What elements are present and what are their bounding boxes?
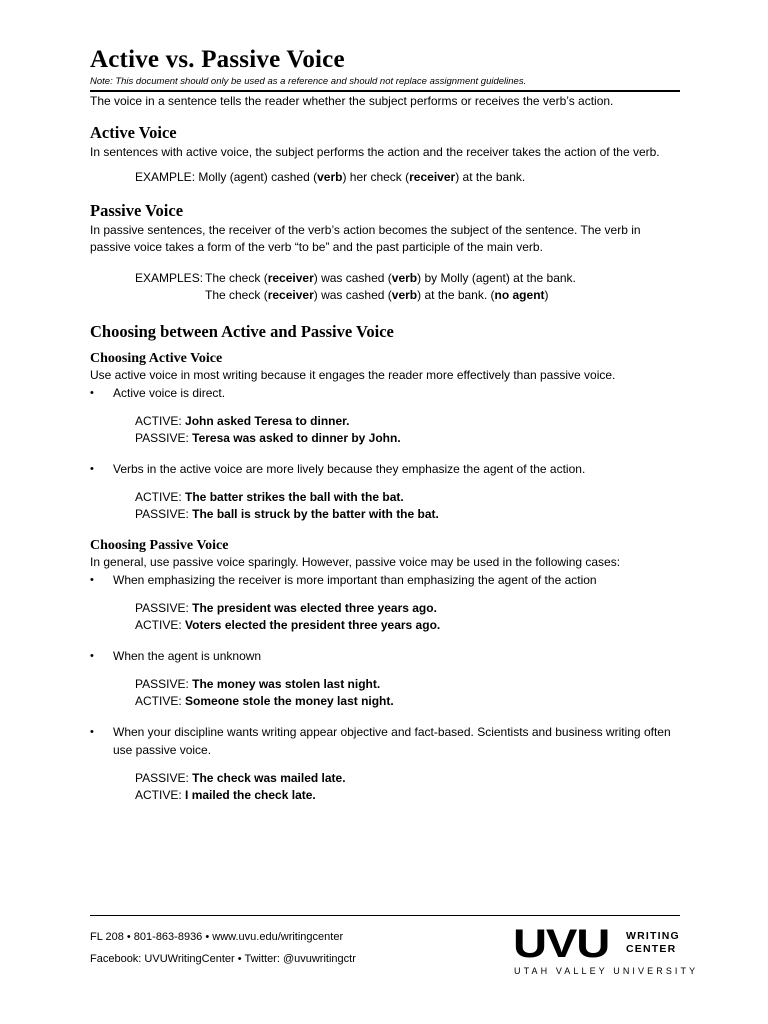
passive-sentence: The president was elected three years ago.	[188, 600, 437, 615]
list-item	[90, 384, 680, 402]
passive-label: PASSIVE:	[135, 676, 189, 691]
bullet-icon: •	[90, 649, 94, 662]
footer-divider	[90, 915, 680, 916]
logo-wordmark-line2: CENTER	[626, 943, 677, 955]
active-label: ACTIVE:	[135, 489, 182, 504]
choosing-active-heading: Choosing Active Voice	[90, 350, 223, 366]
bullet-icon: •	[90, 386, 94, 399]
active-sentence: John asked Teresa to dinner.	[181, 413, 350, 428]
passive-example-1: The check (receiver) was cashed (verb) by Molly (agent) at the bank.	[205, 270, 576, 285]
bullet-icon: •	[90, 462, 94, 475]
active-voice-example	[90, 169, 680, 187]
uvu-writing-center-logo	[513, 922, 699, 981]
list-item	[90, 460, 680, 478]
example-text: ) at the bank.	[455, 170, 526, 184]
list-item	[90, 647, 680, 665]
passive-voice-examples	[90, 270, 680, 305]
logo-wordmark-line1: WRITING	[626, 930, 680, 942]
active-label: ACTIVE:	[135, 413, 182, 428]
examples-label: EXAMPLES:	[135, 270, 204, 285]
logo-letters: UVU	[513, 922, 610, 966]
bullet-icon: •	[90, 725, 94, 738]
example-text: Molly (	[195, 170, 234, 184]
list-item	[90, 571, 680, 589]
example-label: EXAMPLE:	[135, 170, 196, 184]
example-role-bold: verb	[317, 170, 343, 184]
choosing-active-description: Use active voice in most writing because it engages the reader more effectively than passive voice.	[90, 367, 616, 382]
bullet-text: Verbs in the active voice are more lively because they emphasize the agent of the action.	[113, 461, 586, 476]
passive-sentence: Teresa was asked to dinner by John.	[188, 431, 401, 445]
passive-label: PASSIVE:	[135, 770, 189, 785]
active-sentence: I mailed the check late.	[181, 788, 316, 802]
title-divider	[90, 90, 680, 92]
active-sentence: The batter strikes the ball with the bat.	[181, 489, 404, 504]
passive-sentence: The check was mailed late.	[188, 770, 346, 785]
footer-social-line: Facebook: UVUWritingCenter • Twitter: @uvuwritingctr	[90, 953, 356, 965]
footer-contact-line: FL 208 • 801-863-8936 • www.uvu.edu/writingcenter	[90, 931, 344, 943]
active-sentence: Voters elected the president three years ago.	[181, 618, 441, 632]
example-role: agent	[233, 170, 264, 184]
bullet-text: When the agent is unknown	[113, 648, 262, 663]
list-item	[90, 723, 680, 759]
choosing-passive-heading: Choosing Passive Voice	[90, 537, 229, 553]
example-pair	[90, 489, 680, 524]
bullet-text: When your discipline wants writing appear objective and fact-based. Scientists and business writing often use passive voice.	[113, 724, 671, 757]
bullet-text: Active voice is direct.	[113, 385, 226, 400]
example-pair	[90, 770, 680, 805]
active-label: ACTIVE:	[135, 788, 182, 802]
passive-example-2: The check (receiver) was cashed (verb) at the bank. (no agent)	[205, 288, 549, 302]
logo-subtitle: UTAH VALLEY UNIVERSITY	[514, 966, 699, 976]
disclaimer-note: Note: This document should only be used as a reference and should not replace assignment guidelines.	[90, 76, 527, 87]
passive-voice-description: In passive sentences, the receiver of the verb’s action becomes the subject of the sentence. The verb in passive voice takes a form of the verb “to be” and the past participle of the main verb.	[90, 222, 641, 254]
choosing-passive-description: In general, use passive voice sparingly. However, passive voice may be used in the following cases:	[90, 554, 621, 569]
page-title: Active vs. Passive Voice	[90, 46, 345, 73]
example-pair	[90, 600, 680, 635]
intro-paragraph: The voice in a sentence tells the reader whether the subject performs or receives the verb’s action.	[90, 94, 614, 108]
active-voice-heading: Active Voice	[90, 123, 177, 142]
active-voice-description: In sentences with active voice, the subject performs the action and the receiver takes the action of the verb.	[90, 145, 660, 159]
passive-label: PASSIVE:	[135, 507, 189, 521]
passive-sentence: The money was stolen last night.	[188, 676, 381, 691]
passive-voice-heading: Passive Voice	[90, 200, 184, 220]
example-pair	[90, 413, 680, 448]
bullet-icon: •	[90, 573, 94, 586]
active-sentence: Someone stole the money last night.	[181, 694, 394, 708]
bullet-text: When emphasizing the receiver is more important than emphasizing the agent of the action	[113, 572, 597, 587]
passive-sentence: The ball is struck by the batter with the bat.	[188, 507, 439, 521]
active-label: ACTIVE:	[135, 618, 182, 632]
document-page	[90, 46, 680, 805]
example-role-bold: receiver	[409, 170, 456, 184]
example-text: ) cashed (	[263, 170, 318, 184]
example-text: ) her check (	[342, 170, 410, 184]
passive-label: PASSIVE:	[135, 431, 189, 445]
passive-label: PASSIVE:	[135, 600, 189, 615]
example-pair	[90, 676, 680, 711]
footer-contact	[90, 926, 356, 970]
logo-wordmark	[626, 930, 680, 956]
choosing-heading: Choosing between Active and Passive Voice	[90, 321, 394, 341]
active-label: ACTIVE:	[135, 694, 182, 708]
